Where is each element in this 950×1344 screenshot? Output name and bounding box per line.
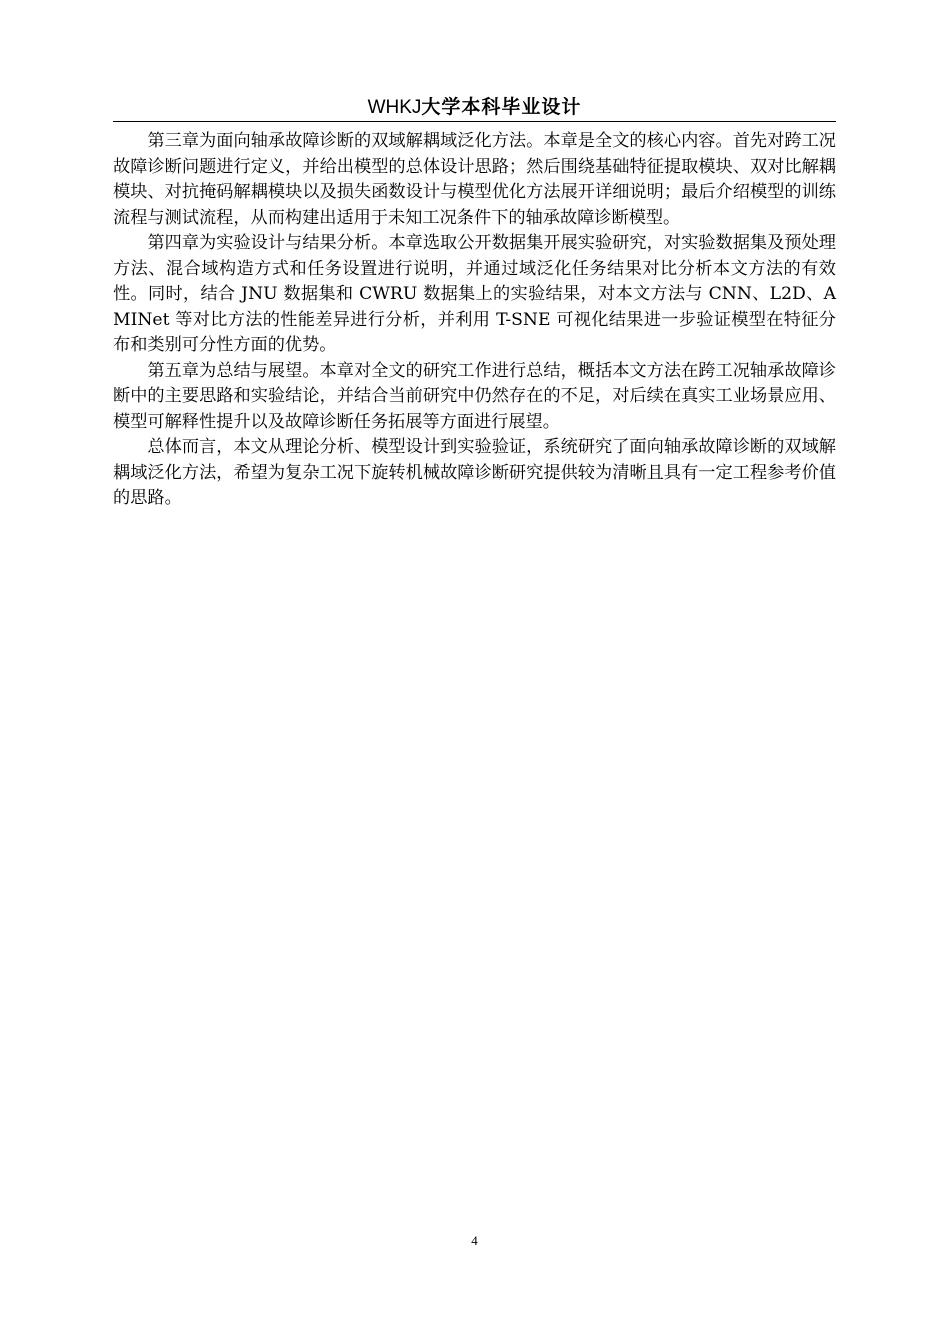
body-text xyxy=(113,129,836,512)
header-school-abbr: WHKJ xyxy=(367,97,422,118)
page-header xyxy=(113,94,836,121)
header-divider xyxy=(113,121,836,122)
paragraph-summary: 总体而言，本文从理论分析、模型设计到实验验证，系统研究了面向轴承故障诊断的双域解耦域泛化方法，希望为复杂工况下旋转机械故障诊断研究提供较为清晰且具有一定工程参考价值的思路。 xyxy=(113,437,836,508)
header-title: 大学本科毕业设计 xyxy=(421,96,582,118)
paragraph-chapter-three: 第三章为面向轴承故障诊断的双域解耦域泛化方法。本章是全文的核心内容。首先对跨工况故障诊断问题进行定义，并给出模型的总体设计思路；然后围绕基础特征提取模块、双对比解耦模块、对抗掩码解耦模块以及损失函数设计与模型优化方法展开详细说明；最后介绍模型的训练流程与测试流程，从而构建出适用于未知工况条件下的轴承故障诊断模型。 xyxy=(113,131,836,228)
paragraph-chapter-five: 第五章为总结与展望。本章对全文的研究工作进行总结，概括本文方法在跨工况轴承故障诊断中的主要思路和实验结论，并结合当前研究中仍然存在的不足，对后续在真实工业场景应用、模型可解释性提升以及故障诊断任务拓展等方面进行展望。 xyxy=(113,360,836,432)
paragraph-chapter-four: 第四章为实验设计与结果分析。本章选取公开数据集开展实验研究，对实验数据集及预处理方法、混合域构造方式和任务设置进行说明，并通过域泛化任务结果对比分析本文方法的有效性。同时，结合 JNU 数据集和 CWRU 数据集上的实验结果，对本文方法与 CNN、L2D、AMINet 等对比方法的性能差异进行分析，并利用 T-SNE 可视化结果进一步验证模型在特征分布和类别可分性方面的优势。 xyxy=(113,233,836,355)
page-number: 4 xyxy=(471,1233,478,1248)
